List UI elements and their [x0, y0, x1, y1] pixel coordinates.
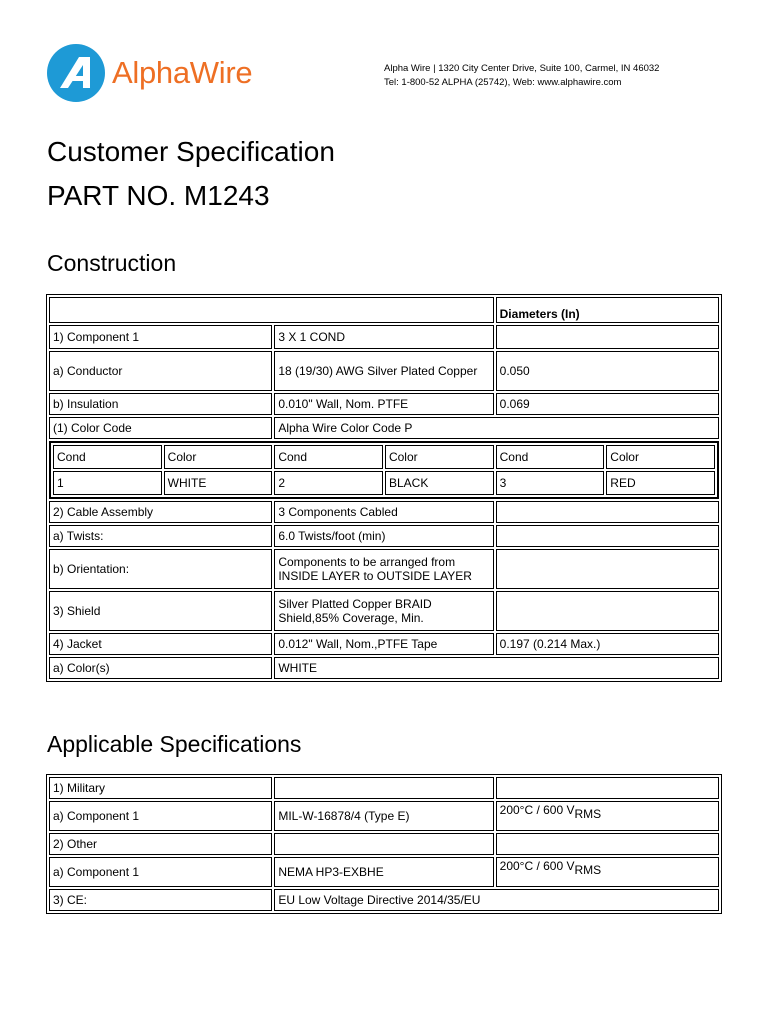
table-row: 2) Cable Assembly 3 Components Cabled: [49, 501, 719, 523]
part-number: PART NO. M1243: [47, 180, 270, 211]
table-row: a) Color(s) WHITE: [49, 657, 719, 679]
table-row: (1) Color Code Alpha Wire Color Code P: [49, 417, 719, 439]
table-row: a) Component 1 NEMA HP3-EXBHE 200°C / 600 $V_{RMS}$: [49, 857, 719, 887]
diameters-header: Diameters (In): [496, 297, 719, 323]
brand-name: AlphaWire: [112, 55, 253, 90]
specifications-heading: Applicable Specifications: [47, 731, 302, 757]
color-code-row: [49, 441, 719, 499]
table-header-row: [49, 297, 719, 323]
table-row: 4) Jacket 0.012" Wall, Nom.,PTFE Tape 0.197 (0.214 Max.): [49, 633, 719, 655]
table-row: 3) CE: EU Low Voltage Directive 2014/35/EU: [49, 889, 719, 911]
table-row: 1) Military: [49, 777, 719, 799]
table-row: a) Component 1 MIL-W-16878/4 (Type E) 200°C / 600 $V_{RMS}$: [49, 801, 719, 831]
color-code-table: [50, 442, 718, 498]
company-address: Alpha Wire | 1320 City Center Drive, Suite 100, Carmel, IN 46032: [384, 63, 660, 74]
specifications-table: [46, 774, 722, 914]
construction-heading: Construction: [47, 250, 177, 276]
table-row: 1) Component 1 3 X 1 COND: [49, 325, 719, 349]
construction-table: [46, 294, 722, 682]
table-row: b) Orientation: Components to be arranged from INSIDE LAYER to OUTSIDE LAYER: [49, 549, 719, 589]
table-row: 2) Other: [49, 833, 719, 855]
company-logo: [46, 43, 286, 103]
company-info: [384, 62, 659, 90]
color-code-header-row: Cond Color Cond Color Cond Color: [53, 445, 715, 469]
color-code-value-row: 1 WHITE 2 BLACK 3 RED: [53, 471, 715, 495]
table-row: a) Twists: 6.0 Twists/foot (min): [49, 525, 719, 547]
table-row: 3) Shield Silver Platted Copper BRAID Shield,85% Coverage, Min.: [49, 591, 719, 631]
alphawire-logo-icon: [46, 43, 106, 103]
document-title: Customer Specification: [47, 136, 335, 167]
company-contact: Tel: 1-800-52 ALPHA (25742), Web: www.alphawire.com: [384, 77, 622, 88]
table-row: a) Conductor 18 (19/30) AWG Silver Plated Copper 0.050: [49, 351, 719, 391]
table-row: b) Insulation 0.010" Wall, Nom. PTFE 0.069: [49, 393, 719, 415]
